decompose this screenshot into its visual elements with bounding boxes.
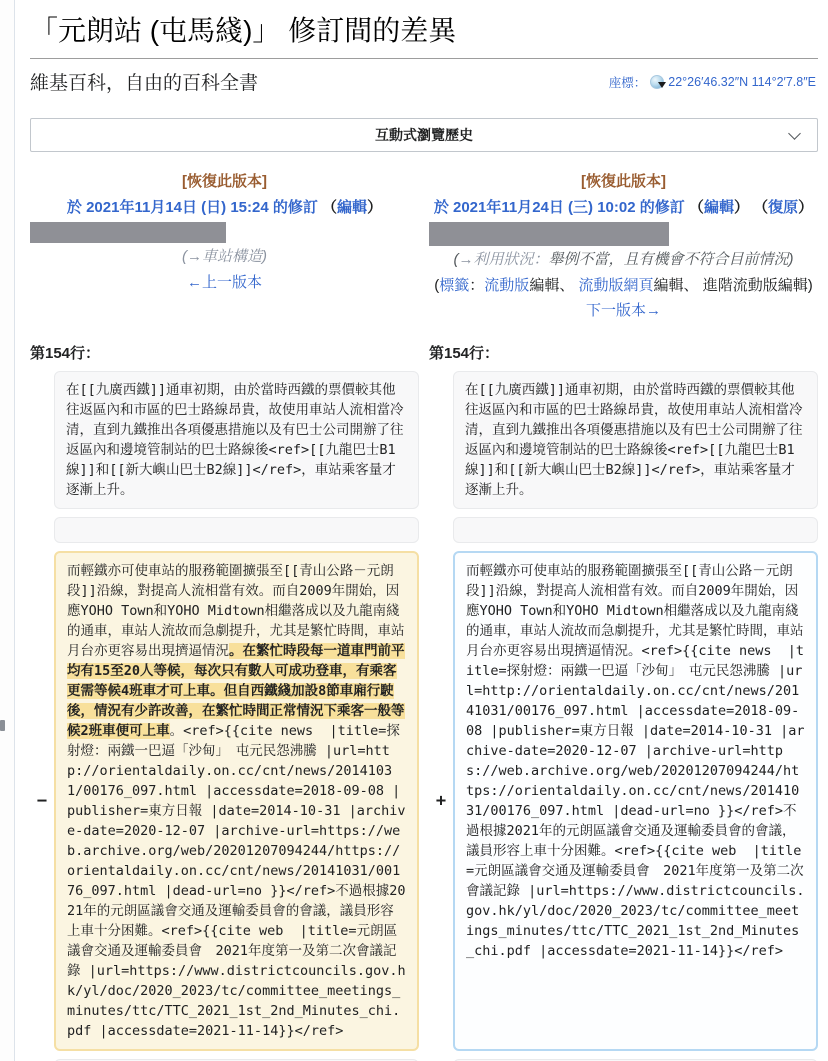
tags-colon: ： bbox=[469, 276, 485, 294]
deleted-text-highlight: 。在繁忙時段每一道車門前平均有15至20人等候，每次只有數人可成功登車，有乘客更需等候4班車才可上車。但自西鐵綫加設8節車廂行駛後，情況有少許改善，在繁忙時間正常情況下乘客一般等候2班車便可上車 bbox=[67, 642, 405, 739]
added-line-marker: + bbox=[435, 790, 447, 811]
coordinates-value[interactable]: 22°26′46.32″N 114°2′7.8″E bbox=[668, 74, 816, 89]
coordinates-link[interactable] bbox=[609, 73, 816, 91]
old-edit-link[interactable]: 編輯 bbox=[337, 198, 368, 216]
old-edit-paren-open: （ bbox=[322, 198, 338, 216]
new-summary-text: 舉例不當，且有機會不符合目前情況) bbox=[548, 251, 794, 268]
old-username-redacted bbox=[30, 222, 226, 243]
chevron-down-icon[interactable] bbox=[788, 127, 801, 140]
new-context-row bbox=[429, 371, 818, 509]
tags-label-link[interactable]: 標籤 bbox=[439, 276, 470, 294]
deleted-text-post: 。<ref>{{cite news |title=探射燈：兩鐵一巴逼「沙甸」 屯元民怨沸騰 |url=http://orientaldaily.on.cc/cnt/news/20141031/00176_097.html |accessdate=2018-09-08 |publisher=東方日報 |date=2014-10-31 |archive-date=2020-12-07 |archive-url=https://web.archive.org/web/20201207094244/https://orientaldaily.on.cc/cnt/news/20141031/00176_097.html |dead-url=no }}</ref>不過根據2021年的元朗區議會交通及運輸委員會的會議，議員形容上車十分困難。<ref>{{cite web |title=元朗區議會交通及運輸委員會 2021年度第一及第二次會議記錄 |url=https://www.districtcouncils.gov.hk/yl/doc/2020_2023/tc/committee_meetings_minutes/ttc/TTC_2021_1st_2nd_Minutes_chi.pdf |accessdate=2021-11-14}}</ref> bbox=[67, 722, 406, 1039]
old-edit-paren-close: ） bbox=[367, 198, 383, 216]
edit-tags bbox=[429, 275, 818, 298]
old-edit-summary[interactable]: (→車站構造) bbox=[182, 248, 267, 265]
old-revision-header-cell bbox=[30, 168, 419, 326]
tag-mobile-edit-link[interactable]: 流動版 bbox=[484, 276, 530, 294]
next-revision-link[interactable]: 下一版本→ bbox=[585, 302, 661, 319]
tags-paren-open: ( bbox=[434, 276, 440, 294]
diff-table bbox=[30, 168, 818, 1061]
old-context-row bbox=[30, 371, 419, 509]
new-context-box: 在[[九廣西鐵]]通車初期，由於當時西鐵的票價較其他往返區內和市區的巴士路線昂貴，故使用車站人流相當冷清，直到九鐵推出各項優惠措施以及有巴士公司開辦了往返區內和邊境管制站的巴士路線後<ref>[[九龍巴士B1線]]和[[新大嶼山巴士B2線]]</ref>，車站乘客量才逐漸上升。 bbox=[453, 371, 818, 509]
new-summary-paren: ( bbox=[453, 251, 459, 268]
scrollbar-artifact bbox=[0, 720, 5, 731]
old-revision-header bbox=[30, 168, 419, 326]
tag-mobile-edit-rest: 編輯 bbox=[529, 276, 560, 294]
old-empty-row-1 bbox=[30, 517, 419, 543]
new-undo-link[interactable]: 復原 bbox=[768, 198, 799, 216]
deleted-line-marker: − bbox=[36, 790, 48, 811]
new-restore-link[interactable]: [恢復此版本] bbox=[581, 173, 666, 190]
revision-slider-label: 互動式瀏覽歷史 bbox=[375, 127, 473, 143]
window-left-gutter bbox=[0, 0, 15, 1061]
new-edit-link[interactable]: 編輯 bbox=[703, 198, 734, 216]
tag-mobile-web-edit-link[interactable]: 流動版網頁 bbox=[578, 276, 654, 294]
new-line-number-header: 第154行： bbox=[429, 344, 500, 362]
new-edit-paren-open: （ bbox=[688, 198, 704, 216]
tags-separator-2: 、 bbox=[683, 276, 703, 294]
new-empty-box-1 bbox=[453, 517, 818, 543]
page-content bbox=[15, 0, 818, 1061]
added-line-row bbox=[429, 551, 818, 1051]
new-revision-header-cell bbox=[429, 168, 818, 326]
new-empty-row-1 bbox=[429, 517, 818, 543]
site-subtitle-row bbox=[30, 68, 818, 95]
tags-paren-close: ) bbox=[807, 276, 813, 294]
previous-revision-link[interactable]: ←上一版本 bbox=[186, 273, 262, 291]
new-username-redacted bbox=[429, 222, 669, 246]
revision-slider-toggle[interactable] bbox=[30, 118, 818, 152]
site-subtitle: 維基百科，自由的百科全書 bbox=[30, 73, 259, 94]
page-title: 「元朗站 (屯馬綫)」 修訂間的差異 bbox=[30, 15, 457, 46]
deleted-text-pre: 而輕鐵亦可使車站的服務範圍擴張至[[青山公路－元朗段]]沿線，對提高人流相當有效。而自2009年開始，因應YOHO Town和YOHO Midtown相繼落成以及九龍南綫的通車，車站人流故而急劇提升，尤其是繁忙時間，車站月台亦更容易出現擠逼情況 bbox=[67, 562, 405, 659]
new-revision-header bbox=[429, 168, 818, 326]
tags-separator-1: 、 bbox=[559, 276, 579, 294]
new-undo-paren-open: （ bbox=[753, 198, 769, 216]
new-summary-section-link[interactable]: →利用狀況： bbox=[458, 251, 549, 268]
globe-icon[interactable] bbox=[650, 75, 664, 89]
new-undo-paren-close: ） bbox=[798, 198, 814, 216]
deleted-line-box bbox=[54, 551, 419, 1051]
title-divider bbox=[30, 58, 818, 59]
deleted-line-row bbox=[30, 551, 419, 1051]
tag-advanced-mobile-edit: 進階流動版編輯 bbox=[702, 276, 808, 294]
new-edit-paren-close: ） bbox=[733, 198, 749, 216]
old-restore-link[interactable]: [恢復此版本] bbox=[182, 173, 267, 190]
old-revision-date-link[interactable]: 於 2021年11月14日 (日) 15:24 的修訂 bbox=[66, 198, 318, 216]
tag-mobile-web-edit-rest: 編輯 bbox=[653, 276, 684, 294]
new-revision-date-link[interactable]: 於 2021年11月24日 (三) 10:02 的修訂 bbox=[433, 198, 685, 216]
old-line-number-header: 第154行： bbox=[30, 344, 101, 362]
old-empty-box-1 bbox=[54, 517, 419, 543]
added-line-box: 而輕鐵亦可使車站的服務範圍擴張至[[青山公路－元朗段]]沿線，對提高人流相當有效。而自2009年開始，因應YOHO Town和YOHO Midtown相繼落成以及九龍南綫的通車，車站人流故而急劇提升，尤其是繁忙時間，車站月台亦更容易出現擠逼情況。<ref>{{cite news |title=探射燈：兩鐵一巴逼「沙甸」 屯元民怨沸騰 |url=http://orientaldaily.on.cc/cnt/news/20141031/00176_097.html |accessdate=2018-09-08 |publisher=東方日報 |date=2014-10-31 |archive-date=2020-12-07 |archive-url=https://web.archive.org/web/20201207094244/https://orientaldaily.on.cc/cnt/news/20141031/00176_097.html |dead-url=no }}</ref>不過根據2021年的元朗區議會交通及運輸委員會的會議，議員形容上車十分困難。<ref>{{cite web |title=元朗區議會交通及運輸委員會 2021年度第一及第二次會議記錄 |url=https://www.districtcouncils.gov.hk/yl/doc/2020_2023/tc/committee_meetings_minutes/ttc/TTC_2021_1st_2nd_Minutes_chi.pdf |accessdate=2021-11-14}}</ref> bbox=[453, 551, 818, 1051]
coordinates-label: 座標： bbox=[608, 75, 647, 90]
old-context-box: 在[[九廣西鐵]]通車初期，由於當時西鐵的票價較其他往返區內和市區的巴士路線昂貴，故使用車站人流相當冷清，直到九鐵推出各項優惠措施以及有巴士公司開辦了往返區內和邊境管制站的巴士路線後<ref>[[九龍巴士B1線]]和[[新大嶼山巴士B2線]]</ref>，車站乘客量才逐漸上升。 bbox=[54, 371, 419, 509]
